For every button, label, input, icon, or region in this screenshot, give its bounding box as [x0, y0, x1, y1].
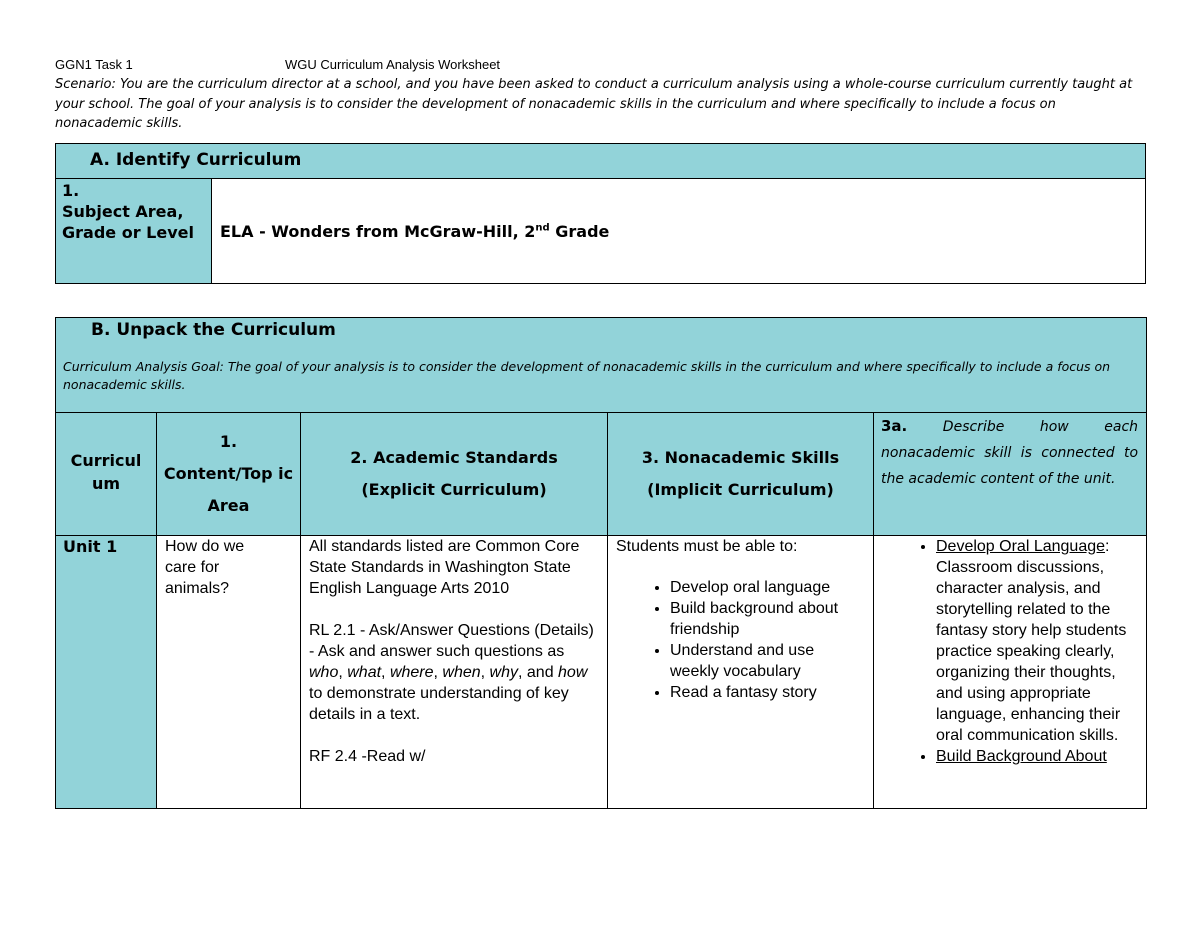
unit-standards	[301, 536, 608, 809]
unpack-curriculum-table	[55, 317, 1147, 809]
identify-curriculum-table	[55, 143, 1146, 284]
subject-area-label: Subject Area, Grade or Level	[62, 202, 194, 242]
standards-intro: All standards listed are Common Core State Standards in Washington State English Language Arts 2010	[309, 538, 580, 597]
table-row	[56, 536, 1147, 809]
unit-label: Unit 1	[56, 536, 157, 809]
col-header-curriculum: Curricul um	[56, 413, 157, 536]
subject-area-value-cell	[212, 179, 1146, 284]
unit-nonacademic-skills	[608, 536, 874, 809]
task-label: GGN1 Task 1	[55, 57, 133, 72]
list-item: • Build background about friendship	[670, 598, 866, 640]
col-header-3a-description: 3a. Describe how each nonacademic skill is connected to the academic content of the unit.	[874, 413, 1147, 536]
list-item: • Read a fantasy story	[670, 682, 866, 703]
list-item: • Develop oral language	[670, 577, 866, 598]
subject-area-number: 1.	[62, 181, 80, 200]
section-b-title: B. Unpack the Curriculum	[91, 320, 336, 340]
standard-rl-2-1: RL 2.1 - Ask/Answer Questions (Details) - Ask and answer such questions as who, what, where, when, why, and how to demonstrate understanding of key details in a text.	[309, 622, 594, 723]
section-a-title: A. Identify Curriculum	[90, 150, 302, 170]
scenario-text: Scenario: You are the curriculum director at a school, and you have been asked to conduct a curriculum analysis using a whole-course curriculum currently taught at your school. The goal of your analysis is to consider the development of nonacademic skills in the curriculum and where specifically to include a focus on nonacademic skills.	[55, 77, 1133, 131]
section-b-header	[56, 318, 1147, 413]
list-item: • Understand and use weekly vocabulary	[670, 640, 866, 682]
unit-skill-connections	[874, 536, 1147, 809]
section-a-header	[56, 144, 1146, 179]
analysis-goal-text: Curriculum Analysis Goal: The goal of your analysis is to consider the development of nonacademic skills in the curriculum and where specifically to include a focus on nonacademic skills.	[63, 359, 1111, 392]
unit-topic: How do we care for animals?	[157, 536, 301, 809]
col-header-academic-standards: 2. Academic Standards (Explicit Curriculum)	[301, 413, 608, 536]
subject-area-label-cell	[56, 179, 212, 284]
skills-list	[616, 577, 866, 703]
skills-intro: Students must be able to:	[616, 538, 798, 555]
worksheet-title: WGU Curriculum Analysis Worksheet	[285, 57, 501, 72]
list-item: • Develop Oral Language: Classroom discussions, character analysis, and storytelling related to the fantasy story help students practice speaking clearly, organizing their thoughts, and using appropriate language, enhancing their oral communication skills.	[936, 536, 1146, 746]
connections-list	[874, 536, 1146, 767]
list-item: • Build Background About	[936, 746, 1146, 767]
standard-rf-2-4: RF 2.4 -Read w/	[309, 748, 426, 765]
col-header-nonacademic-skills: 3. Nonacademic Skills (Implicit Curriculum)	[608, 413, 874, 536]
col-header-content-topic: 1. Content/Top ic Area	[157, 413, 301, 536]
subject-area-value: ELA - Wonders from McGraw-Hill, 2nd Grade	[220, 221, 610, 241]
